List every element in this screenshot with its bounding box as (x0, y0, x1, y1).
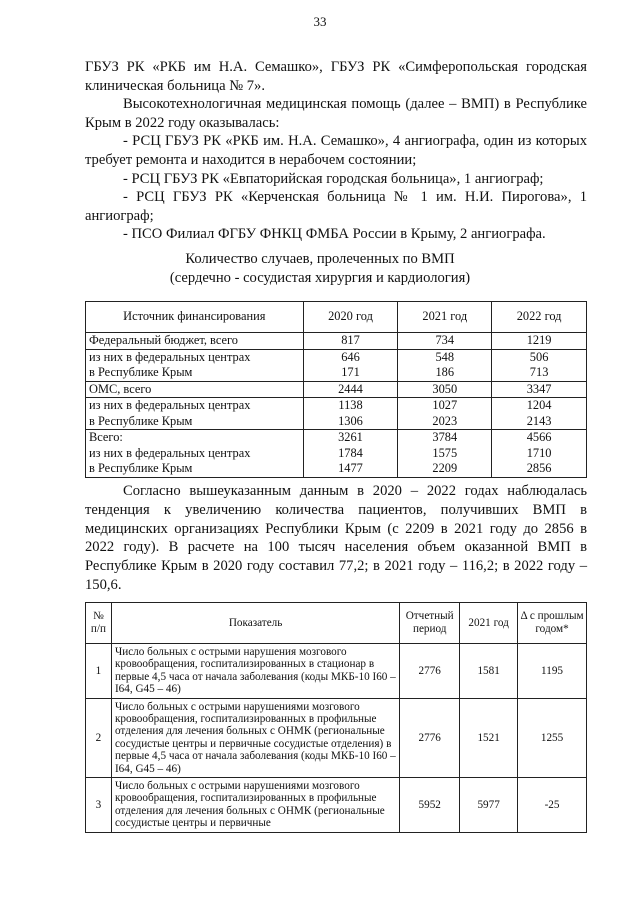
cell-value: 171 (303, 365, 398, 381)
row-indicator: Число больных с острыми нарушениями мозгового кровообращения, госпитализированных в профильные отделения для лечения больных с ОНМК (региональные сосудистые центры и первичные (111, 778, 399, 833)
table-row (86, 430, 587, 446)
row-label: в Республике Крым (86, 365, 304, 381)
cell-value: 2776 (400, 698, 460, 777)
cell-value: 5977 (460, 778, 518, 833)
cell-value: 2209 (398, 461, 492, 477)
cell-value: 1219 (492, 333, 587, 350)
table-row (86, 365, 587, 381)
cell-value: 548 (398, 349, 492, 365)
header-source: Источник финансирования (86, 302, 304, 333)
row-label: ОМС, всего (86, 381, 304, 398)
analysis-paragraph: Согласно вышеуказанным данным в 2020 – 2022 годах наблюдалась тенденция к увеличению количества пациентов, получивших ВМП в медицинских организациях Республики Крым (с 2209 в 2021 году до 2856 в 2022 году). В расчете на 100 тысяч населения объем оказанной ВМП в Республике Крым в 2020 году составил 77,2; в 2021 году – 116,2; в 2022 году – 150,6. (85, 483, 587, 593)
header-2021: 2021 год (460, 603, 518, 644)
cell-value: 3347 (492, 381, 587, 398)
cell-value: 1575 (398, 446, 492, 462)
cell-value: 2444 (303, 381, 398, 398)
cell-value: 1195 (518, 644, 587, 699)
table-row (86, 398, 587, 414)
table-header-row (86, 302, 587, 333)
table-row (86, 778, 587, 833)
cell-value: 713 (492, 365, 587, 381)
cell-value: 734 (398, 333, 492, 350)
cell-value: 817 (303, 333, 398, 350)
cell-value: 1306 (303, 414, 398, 430)
cell-value: 3050 (398, 381, 492, 398)
bullet-4: - ПСО Филиал ФГБУ ФНКЦ ФМБА России в Крыму, 2 ангиографа. (123, 226, 546, 243)
cell-value: 2023 (398, 414, 492, 430)
cell-value: 2776 (400, 644, 460, 699)
intro-paragraph-2: Высокотехнологичная медицинская помощь (далее – ВМП) в Республике Крым в 2022 году оказывалась: (85, 96, 587, 131)
row-label: в Республике Крым (86, 461, 304, 477)
row-number: 1 (86, 644, 112, 699)
row-indicator: Число больных с острыми нарушения мозгового кровообращения, госпитализированных в стационар в первые 4,5 часа от начала заболевания (коды МКБ-10 I60 – I64, G45 – 46) (111, 644, 399, 699)
cell-value: 1255 (518, 698, 587, 777)
cell-value: 2143 (492, 414, 587, 430)
indicators-table (85, 602, 587, 833)
header-number: № п/п (86, 603, 112, 644)
row-label: из них в федеральных центрах (86, 349, 304, 365)
table-row (86, 333, 587, 350)
cell-value: 4566 (492, 430, 587, 446)
cell-value: 506 (492, 349, 587, 365)
table-row (86, 446, 587, 462)
cell-value: 5952 (400, 778, 460, 833)
bullet-2: - РСЦ ГБУЗ РК «Евпаторийская городская больница», 1 ангиограф; (123, 170, 544, 187)
table-row (86, 414, 587, 430)
row-indicator: Число больных с острыми нарушениями мозгового кровообращения, госпитализированных в профильные отделения для лечения больных с ОНМК (региональные сосудистые центры и первичные сосудистые отделения) в первые 4,5 часа от начала заболевания (коды МКБ-10 I60 – I64, G45 – 46) (111, 698, 399, 777)
cell-value: 646 (303, 349, 398, 365)
cell-value: -25 (518, 778, 587, 833)
cell-value: 1027 (398, 398, 492, 414)
table-row (86, 381, 587, 398)
row-label: из них в федеральных центрах (86, 398, 304, 414)
row-label: Федеральный бюджет, всего (86, 333, 304, 350)
row-label: в Республике Крым (86, 414, 304, 430)
cell-value: 1521 (460, 698, 518, 777)
cell-value: 1138 (303, 398, 398, 414)
table1-title-line2: (сердечно - сосудистая хирургия и кардиология) (169, 270, 471, 286)
cell-value: 3261 (303, 430, 398, 446)
row-label: Всего: (86, 430, 304, 446)
cell-value: 1581 (460, 644, 518, 699)
row-number: 3 (86, 778, 112, 833)
header-indicator: Показатель (111, 603, 399, 644)
header-delta: Δ с прошлым годом* (518, 603, 587, 644)
header-2022: 2022 год (492, 302, 587, 333)
header-report-period: Отчетный период (400, 603, 460, 644)
table-row (86, 698, 587, 777)
row-number: 2 (86, 698, 112, 777)
cell-value: 3784 (398, 430, 492, 446)
table-row (86, 644, 587, 699)
funding-table (85, 301, 587, 478)
header-2020: 2020 год (303, 302, 398, 333)
cell-value: 2856 (492, 461, 587, 477)
bullet-3: - РСЦ ГБУЗ РК «Керченская больница № 1 им. Н.И. Пирогова», 1 ангиограф; (85, 189, 587, 224)
cell-value: 1784 (303, 446, 398, 462)
table1-title-line1: Количество случаев, пролеченных по ВМП (185, 251, 455, 267)
cell-value: 1477 (303, 461, 398, 477)
table1-title (0, 250, 640, 288)
bullet-1: - РСЦ ГБУЗ РК «РКБ им. Н.А. Семашко», 4 ангиографа, один из которых требует ремонта и находится в нерабочем состоянии; (85, 133, 587, 168)
intro-paragraph-1: ГБУЗ РК «РКБ им Н.А. Семашко», ГБУЗ РК «Симферопольская городская клиническая больница № 7». (85, 59, 587, 94)
page-number: 33 (313, 14, 327, 29)
table-row (86, 461, 587, 477)
header-2021: 2021 год (398, 302, 492, 333)
intro-text (85, 58, 587, 244)
cell-value: 1710 (492, 446, 587, 462)
table-header-row (86, 603, 587, 644)
row-label: из них в федеральных центрах (86, 446, 304, 462)
cell-value: 1204 (492, 398, 587, 414)
cell-value: 186 (398, 365, 492, 381)
table-row (86, 349, 587, 365)
